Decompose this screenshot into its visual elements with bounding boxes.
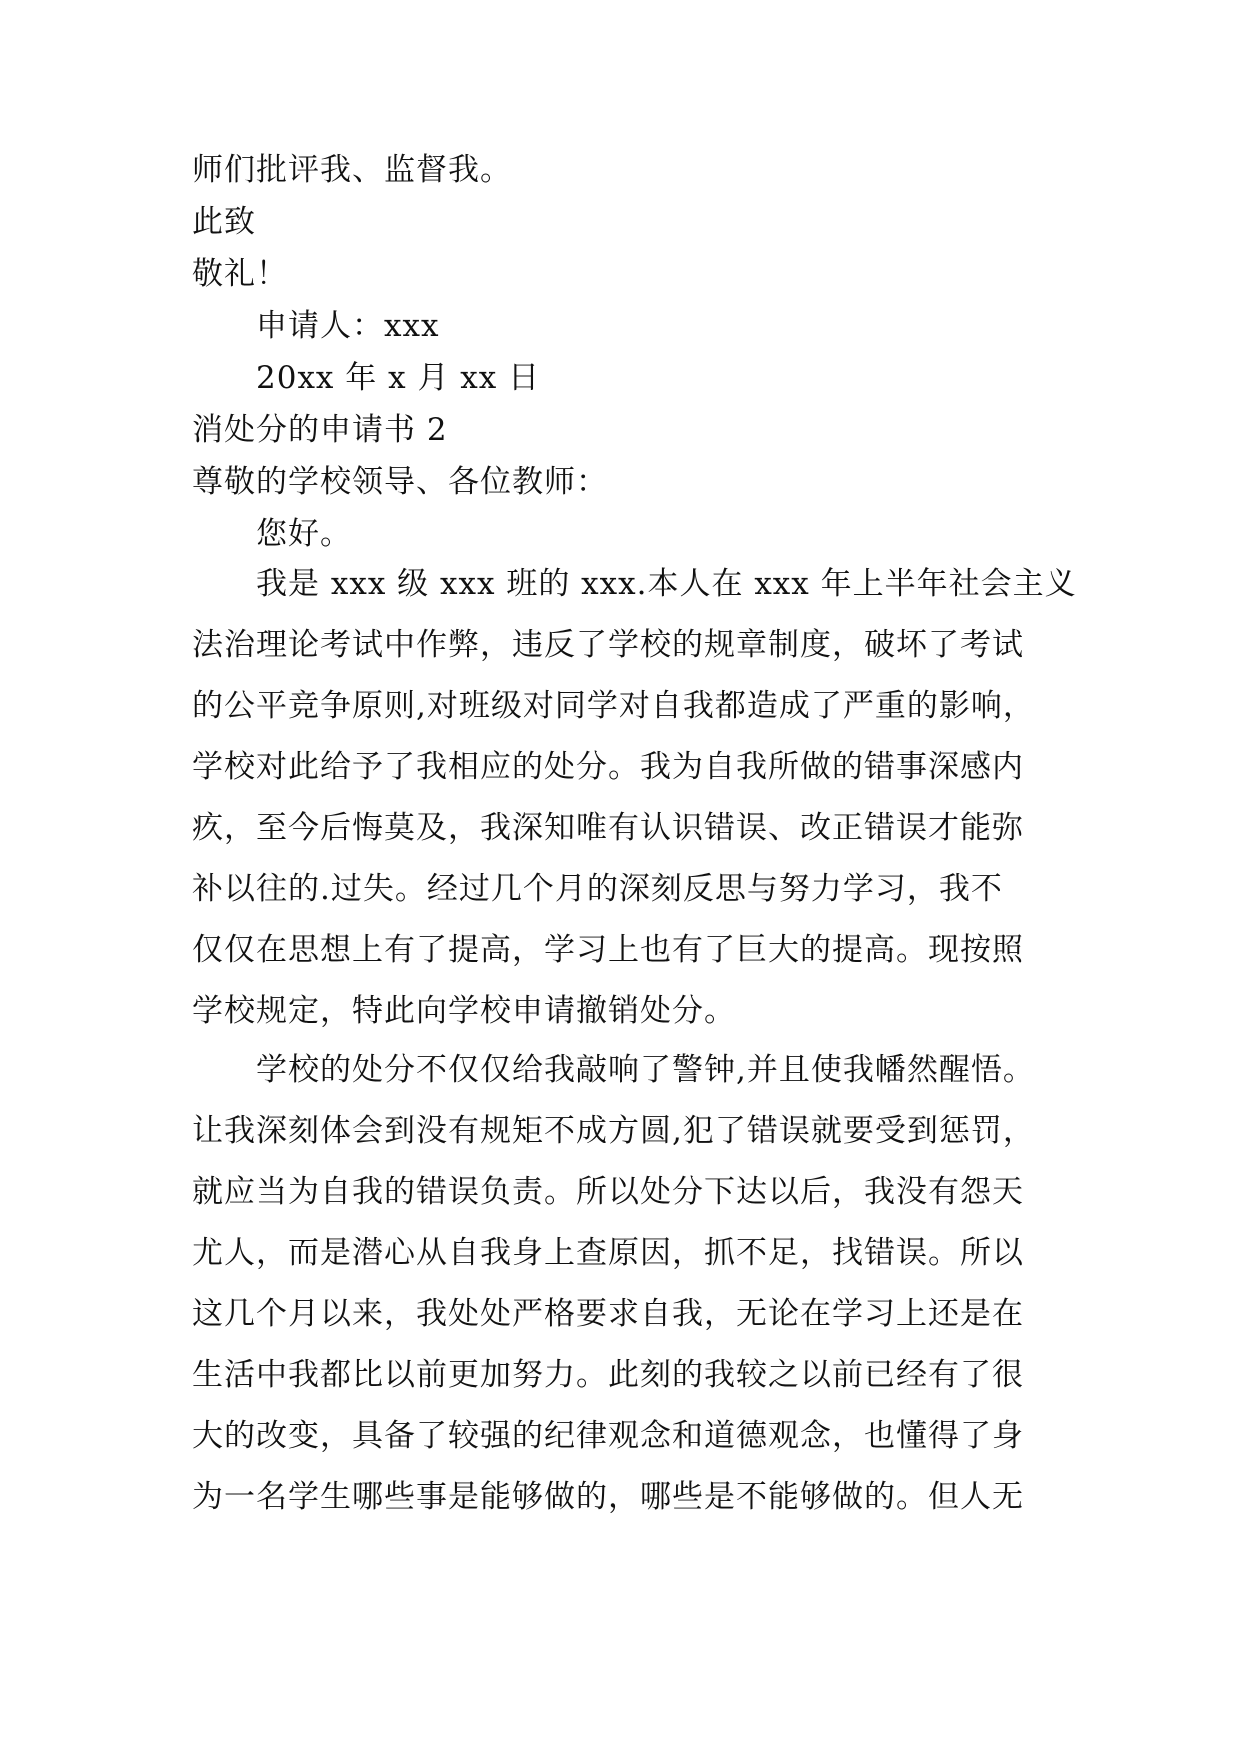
paragraph-line: 学校规定，特此向学校申请撤销处分。 bbox=[192, 993, 736, 1029]
applicant-signature: 申请人：xxx bbox=[256, 308, 440, 344]
closing-phrase: 此致 bbox=[192, 204, 256, 240]
paragraph-line: 这几个月以来，我处处严格要求自我，无论在学习上还是在 bbox=[192, 1296, 1024, 1332]
addressee: 尊敬的学校领导、各位教师： bbox=[192, 464, 608, 500]
body-paragraph-1 bbox=[192, 564, 1077, 1052]
paragraph-line: 补以往的.过失。经过几个月的深刻反思与努力学习，我不 bbox=[192, 871, 1003, 907]
greeting: 您好。 bbox=[256, 516, 352, 552]
paragraph-line: 仅仅在思想上有了提高，学习上也有了巨大的提高。现按照 bbox=[192, 932, 1024, 968]
signature-date: 20xx 年 x 月 xx 日 bbox=[256, 360, 541, 396]
paragraph-line: 法治理论考试中作弊，违反了学校的规章制度，破坏了考试 bbox=[192, 627, 1024, 663]
paragraph-line: 的公平竞争原则,对班级对同学对自我都造成了严重的影响， bbox=[192, 688, 1035, 724]
paragraph-line: 大的改变，具备了较强的纪律观念和道德观念，也懂得了身 bbox=[192, 1418, 1024, 1454]
salutation: 敬礼！ bbox=[192, 256, 288, 292]
paragraph-line: 学校的处分不仅仅给我敲响了警钟,并且使我幡然醒悟。 bbox=[256, 1052, 1035, 1088]
paragraph-line: 我是 xxx 级 xxx 班的 xxx.本人在 xxx 年上半年社会主义 bbox=[256, 566, 1077, 602]
continuation-line: 师们批评我、监督我。 bbox=[192, 152, 512, 188]
paragraph-line: 为一名学生哪些事是能够做的，哪些是不能够做的。但人无 bbox=[192, 1479, 1024, 1515]
paragraph-line: 疚，至今后悔莫及，我深知唯有认识错误、改正错误才能弥 bbox=[192, 810, 1024, 846]
paragraph-line: 学校对此给予了我相应的处分。我为自我所做的错事深感内 bbox=[192, 749, 1024, 785]
paragraph-line: 让我深刻体会到没有规矩不成方圆,犯了错误就要受到惩罚， bbox=[192, 1113, 1035, 1149]
paragraph-line: 就应当为自我的错误负责。所以处分下达以后，我没有怨天 bbox=[192, 1174, 1024, 1210]
paragraph-line: 生活中我都比以前更加努力。此刻的我较之以前已经有了很 bbox=[192, 1357, 1024, 1393]
paragraph-line: 尤人，而是潜心从自我身上查原因，抓不足，找错误。所以 bbox=[192, 1235, 1024, 1271]
section-title: 消处分的申请书 2 bbox=[192, 412, 448, 448]
body-paragraph-2 bbox=[192, 1050, 1052, 1538]
